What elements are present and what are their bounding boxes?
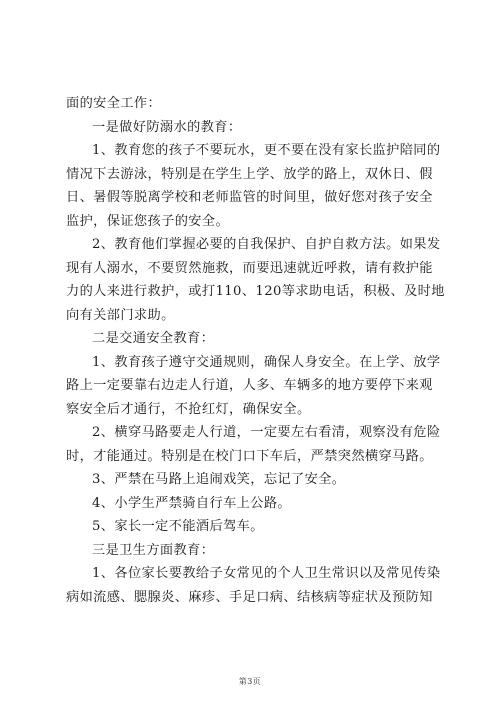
text-line: 1、教育孩子遵守交通规则，确保人身安全。在上学、放学 bbox=[92, 354, 441, 370]
text-line: 1、教育您的孩子不要玩水，更不要在没有家长监护陪同的 bbox=[92, 143, 441, 158]
text-line: 4、小学生严禁骑自行车上公路。 bbox=[92, 495, 292, 511]
text-line: 向有关部门求助。 bbox=[66, 307, 175, 323]
text-line: 察安全后才通行，不抢红灯，确保安全。 bbox=[66, 401, 311, 417]
page-number: 第3页 bbox=[238, 677, 262, 686]
text-line: 时，才能通过。特别是在校门口下车后，严禁突然横穿马路。 bbox=[66, 448, 433, 464]
text-line: 力的人来进行救护，或打110、120等求助电话，积极、及时地 bbox=[66, 284, 445, 299]
section-heading-hygiene: 三是卫生方面教育： bbox=[92, 542, 215, 558]
text-line: 2、横穿马路要走人行道，一定要左右看清，观察没有危险 bbox=[92, 425, 441, 440]
text-line: 日、暑假等脱离学校和老师监管的时间里，做好您对孩子安全 bbox=[66, 190, 433, 205]
text-line: 病如流感、腮腺炎、麻疹、手足口病、结核病等症状及预防知 bbox=[66, 589, 433, 605]
text-line: 2、教育他们掌握必要的自我保护、自护自救方法。如果发 bbox=[92, 237, 441, 252]
section-heading-drowning: 一是做好防溺水的教育： bbox=[92, 119, 242, 135]
text-line: 现有人溺水，不要贸然施救，而要迅速就近呼救，请有救护能 bbox=[66, 260, 433, 276]
document-body bbox=[66, 92, 445, 609]
text-line: 1、各位家长要教给子女常见的个人卫生常识以及常见传染 bbox=[92, 566, 441, 581]
text-line: 5、家长一定不能酒后驾车。 bbox=[92, 519, 264, 534]
text-line: 面的安全工作： bbox=[66, 96, 162, 111]
text-line: 监护，保证您孩子的安全。 bbox=[66, 213, 230, 229]
section-heading-traffic: 二是交通安全教育： bbox=[92, 331, 215, 346]
text-line: 3、严禁在马路上追闹戏笑，忘记了安全。 bbox=[92, 472, 346, 487]
text-line: 情况下去游泳，特别是在学生上学、放学的路上，双休日、假 bbox=[66, 166, 433, 182]
text-line: 路上一定要靠右边走人行道，人多、车辆多的地方要停下来观 bbox=[66, 378, 433, 393]
